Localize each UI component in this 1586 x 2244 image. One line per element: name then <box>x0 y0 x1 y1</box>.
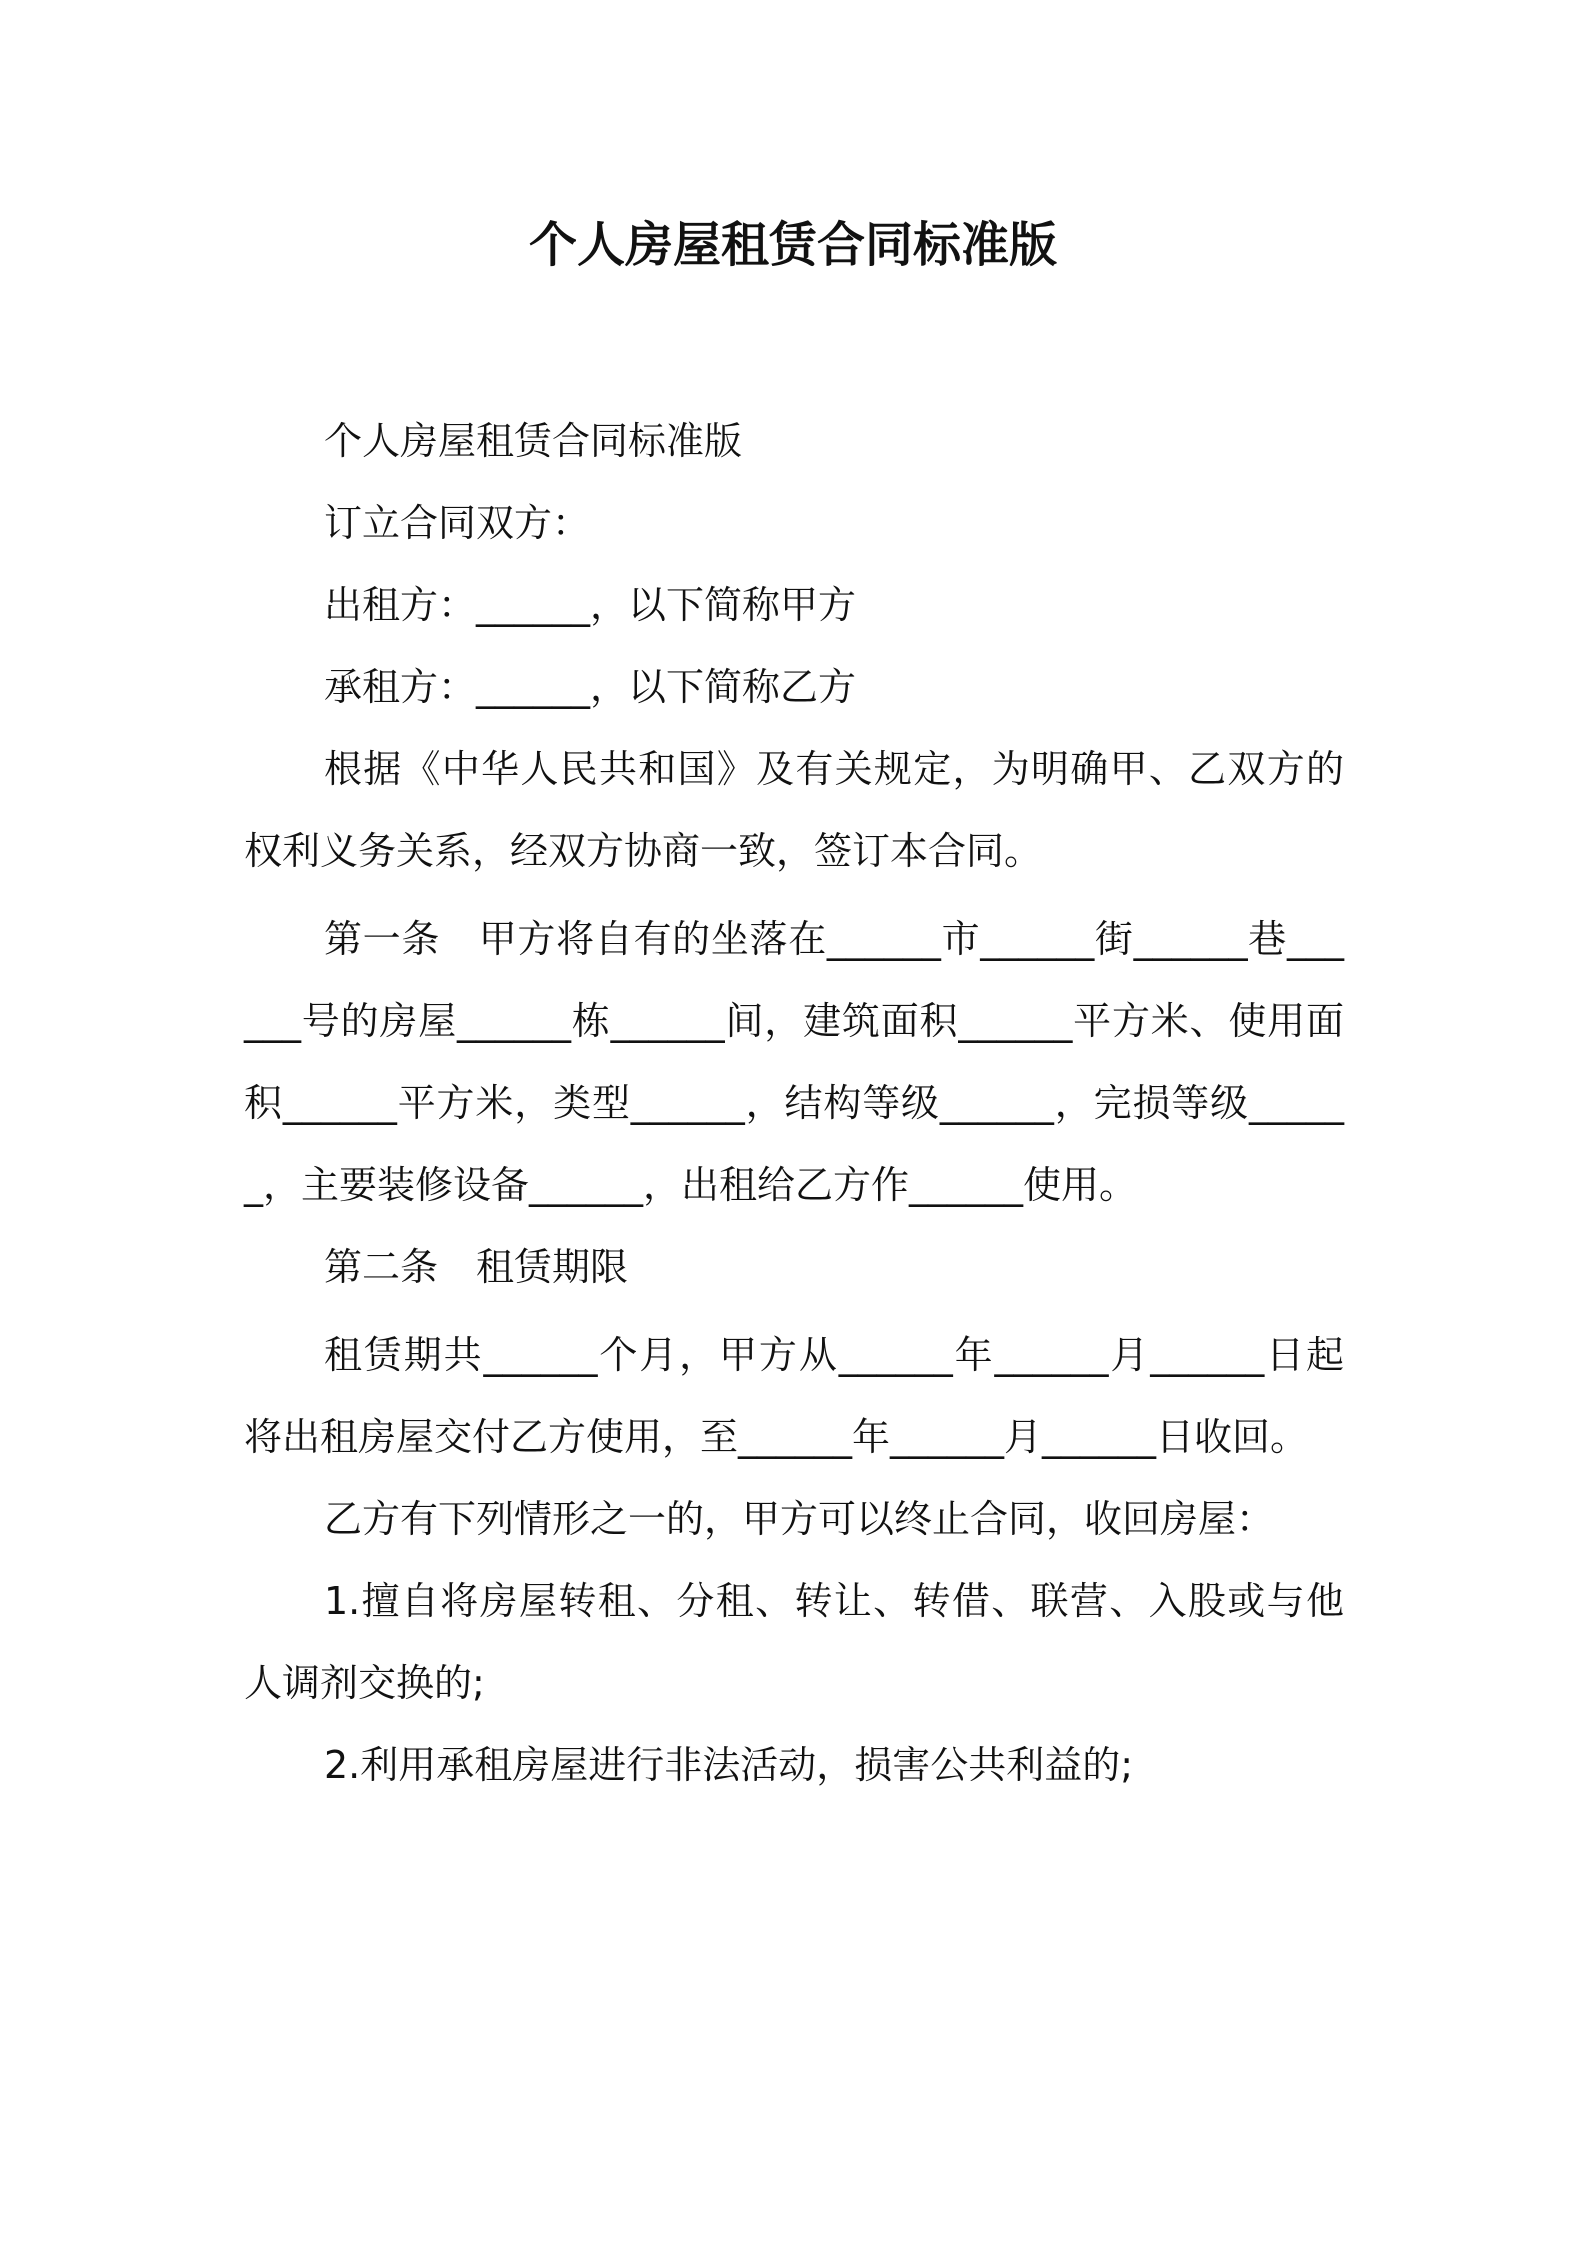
article-1-paragraph: 第一条 甲方将自有的坐落在______市______街______巷______号的房屋______栋______间，建筑面积______平方米、使用面积______平方米，类型______，结构等级______，完损等级______，主要装修设备______，出租给乙方作______使用。 <box>244 917 1344 1207</box>
lease-term-paragraph: 租赁期共______个月，甲方从______年______月______日起将出租房屋交付乙方使用，至______年______月______日收回。 <box>244 1333 1344 1459</box>
preamble-paragraph: 根据《中华人民共和国》及有关规定，为明确甲、乙双方的权利义务关系，经双方协商一致，签订本合同。 <box>244 747 1344 873</box>
lessor-line: 出租方：______，以下简称甲方 <box>324 583 857 627</box>
termination-item-2: 2.利用承租房屋进行非法活动，损害公共利益的; <box>324 1743 1134 1787</box>
termination-item-1: 1.擅自将房屋转租、分租、转让、转借、联营、入股或与他人调剂交换的; <box>244 1579 1344 1705</box>
lessee-line: 承租方：______，以下简称乙方 <box>324 665 857 709</box>
parties-heading: 订立合同双方： <box>324 501 591 545</box>
document-body <box>244 400 1344 1806</box>
article-2-heading: 第二条 租赁期限 <box>324 1245 629 1289</box>
document-title: 个人房屋租赁合同标准版 <box>528 217 1057 273</box>
termination-intro: 乙方有下列情形之一的，甲方可以终止合同，收回房屋： <box>324 1497 1275 1541</box>
subtitle-paragraph: 个人房屋租赁合同标准版 <box>324 419 743 463</box>
